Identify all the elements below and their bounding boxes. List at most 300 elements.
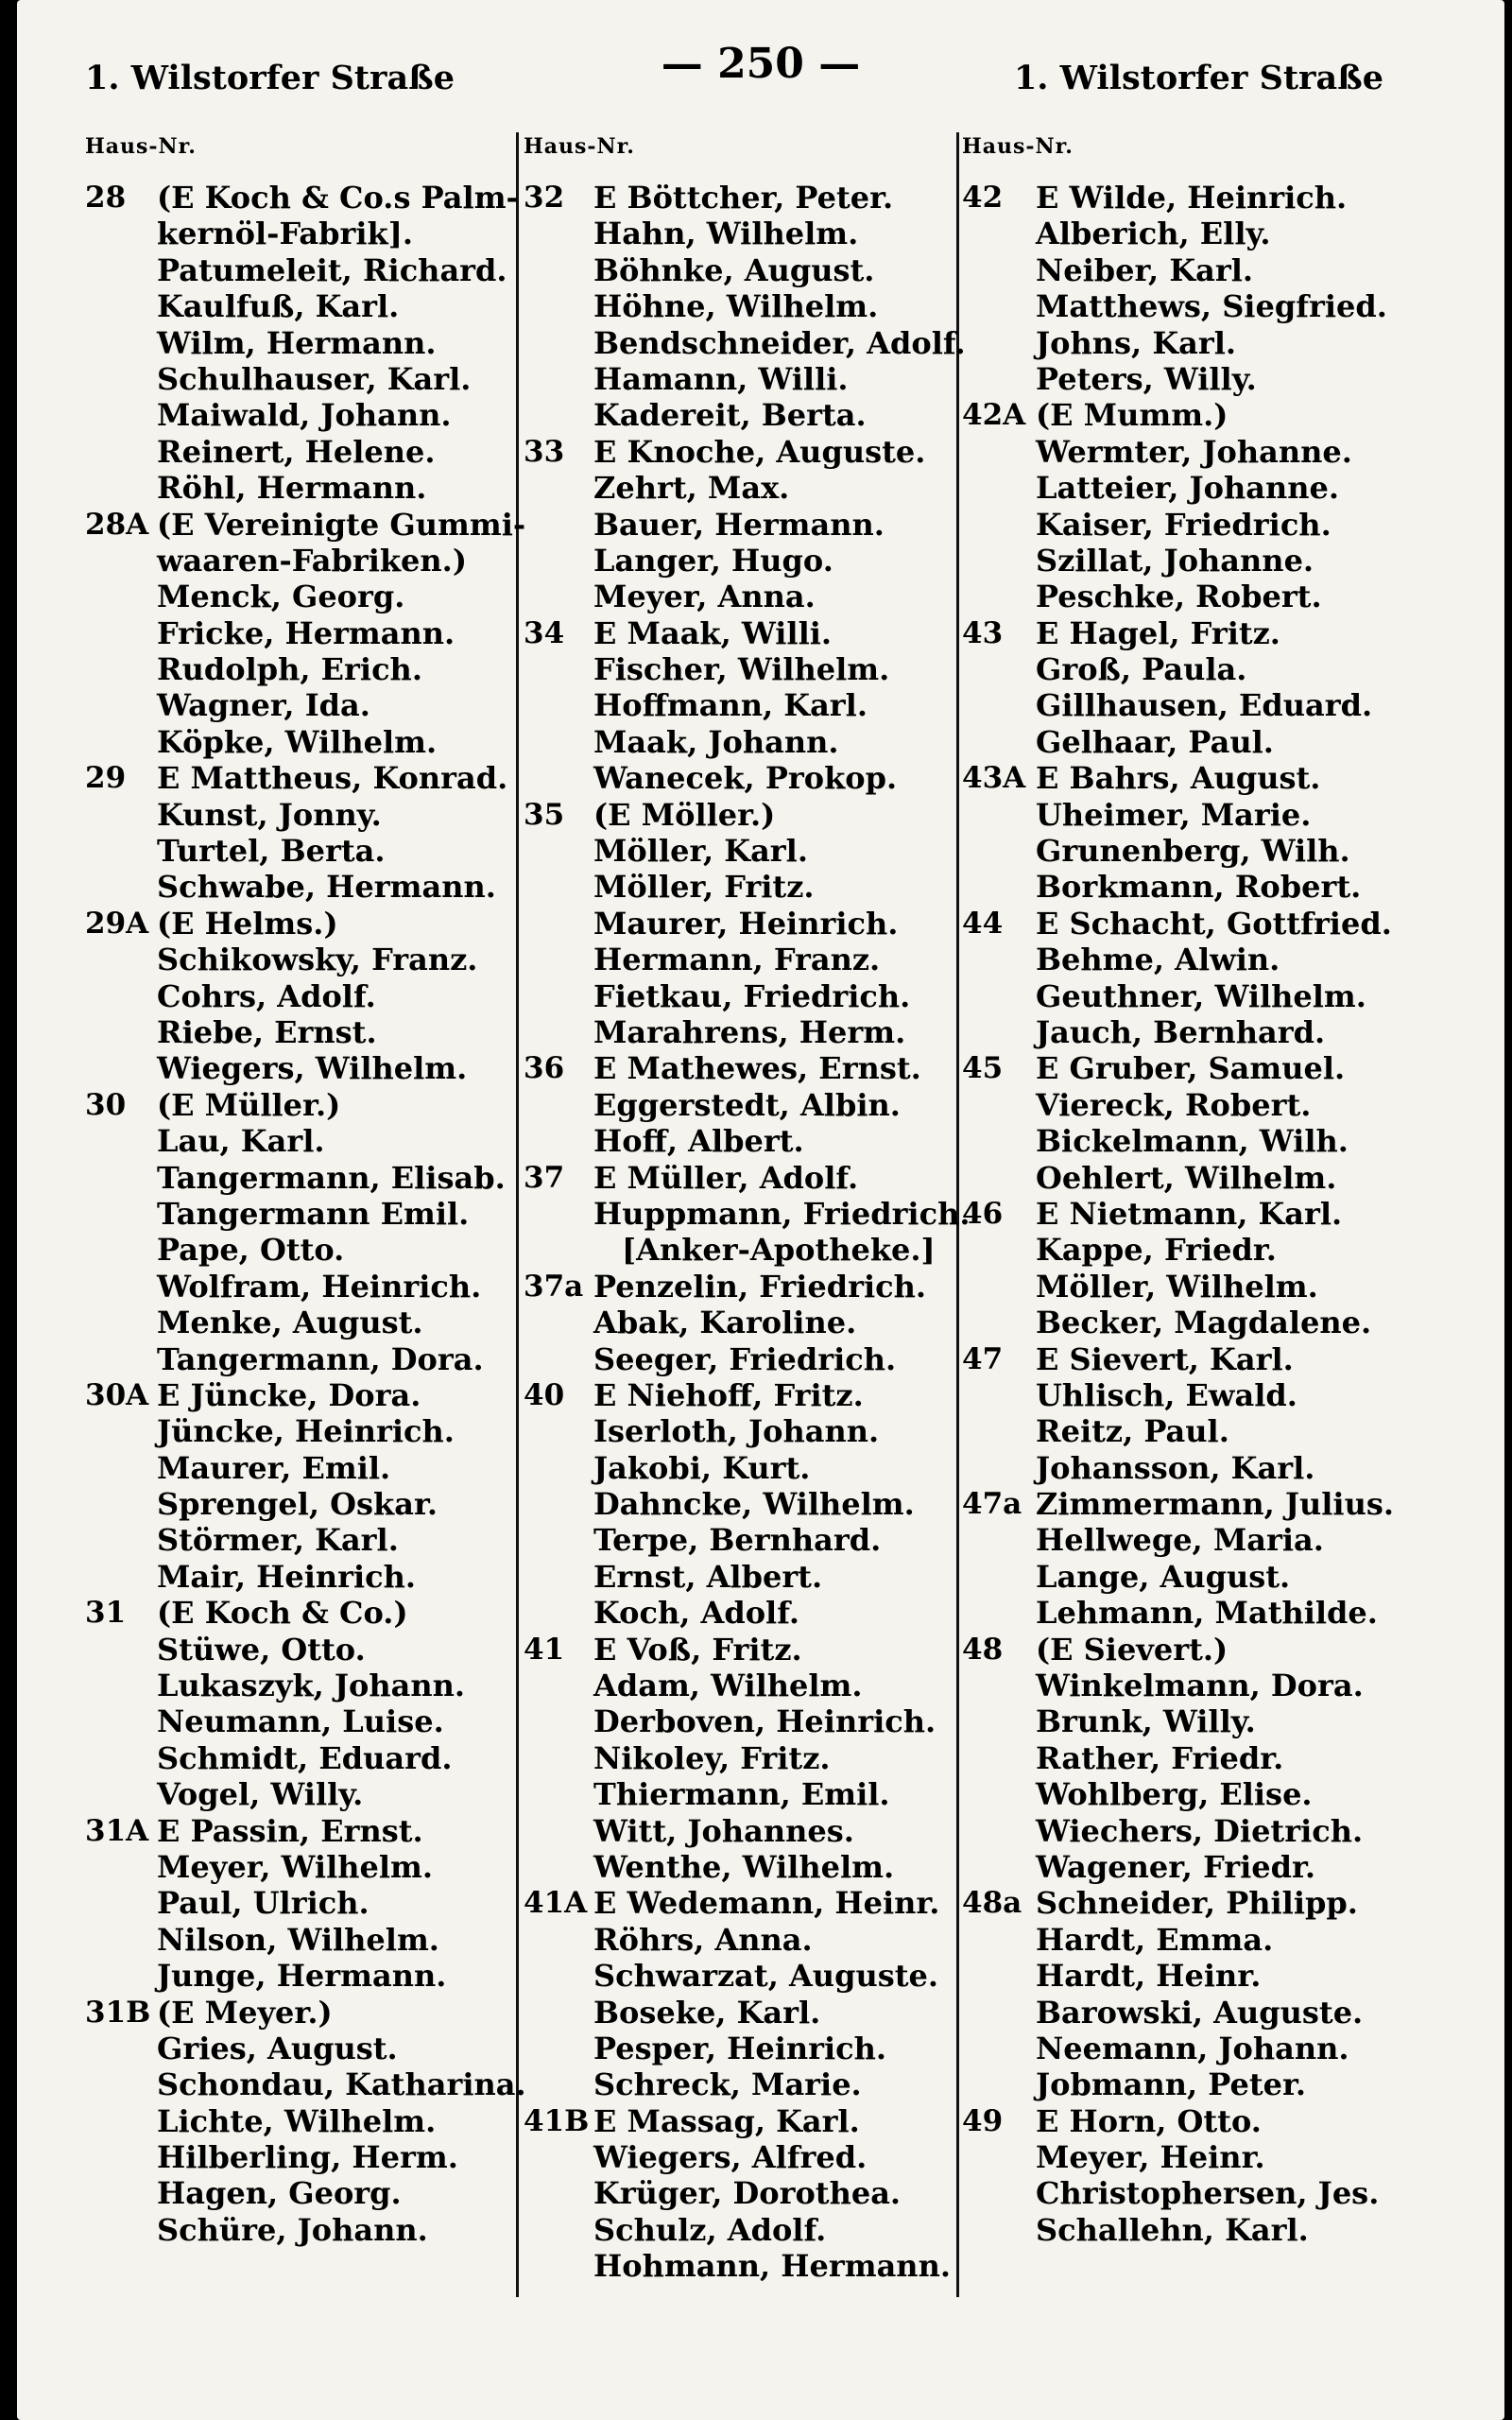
resident-name: (E Sievert.) [1036, 1631, 1228, 1668]
directory-entry [962, 1160, 1397, 1196]
directory-entry [85, 724, 510, 760]
directory-entry [85, 2031, 510, 2066]
directory-entry [85, 1922, 510, 1958]
directory-entry [524, 1450, 951, 1486]
resident-name: Wiegers, Alfred. [593, 2139, 868, 2176]
house-number: 30 [85, 1087, 127, 1122]
resident-name: Riebe, Ernst. [157, 1013, 377, 1050]
resident-name: Jakobi, Kurt. [593, 1449, 811, 1486]
resident-name: E Maak, Willi. [593, 614, 833, 651]
directory-entry [524, 651, 951, 687]
address-column-1 [85, 180, 526, 2248]
resident-name: Lau, Karl. [157, 1123, 325, 1160]
resident-name: Kaulfuß, Karl. [157, 288, 400, 325]
directory-entry [962, 687, 1397, 723]
directory-entry [524, 869, 951, 905]
column-heading-3: Haus-Nr. [962, 134, 1074, 159]
directory-entry [962, 1305, 1397, 1340]
resident-name: Peters, Willy. [1036, 360, 1257, 397]
resident-name: Fricke, Hermann. [157, 614, 455, 651]
resident-name: Thiermann, Emil. [593, 1776, 890, 1813]
resident-name: Pape, Otto. [157, 1232, 345, 1269]
directory-entry [962, 1522, 1397, 1558]
directory-entry [524, 470, 951, 506]
resident-name: E Jüncke, Dora. [157, 1376, 421, 1413]
directory-page [17, 0, 1504, 2420]
directory-entry [85, 1087, 510, 1123]
resident-name: E Nietmann, Karl. [1036, 1195, 1343, 1232]
resident-name: Schwarzat, Auguste. [593, 1958, 938, 1995]
resident-name: Schmidt, Eduard. [157, 1739, 453, 1776]
address-column-3 [962, 180, 1397, 2248]
directory-entry [524, 615, 951, 651]
resident-name: Johns, Karl. [1036, 324, 1237, 361]
house-number: 28 [85, 181, 127, 215]
resident-name: E Müller, Adolf. [593, 1159, 859, 1196]
resident-name: Kaiser, Friedrich. [1036, 506, 1332, 543]
resident-name: Lehmann, Mathilde. [1036, 1595, 1378, 1632]
resident-name: Christophersen, Jes. [1036, 2175, 1380, 2212]
resident-name: E Wedemann, Heinr. [593, 1885, 940, 1922]
resident-name: Cohrs, Adolf. [157, 977, 376, 1014]
directory-entry [85, 288, 510, 324]
directory-entry [962, 1232, 1397, 1268]
resident-name: Iserloth, Johann. [593, 1413, 880, 1450]
directory-entry [524, 216, 951, 251]
house-number: 44 [962, 906, 1004, 941]
resident-name: Maurer, Heinrich. [593, 905, 899, 942]
directory-entry [962, 1413, 1397, 1449]
directory-entry [962, 1050, 1397, 1086]
resident-name: Tangermann Emil. [157, 1195, 470, 1232]
resident-name: Maurer, Emil. [157, 1449, 391, 1486]
resident-name: Johansson, Karl. [1036, 1449, 1315, 1486]
resident-name: Schreck, Marie. [593, 2066, 862, 2103]
resident-name: Behme, Alwin. [1036, 942, 1280, 978]
directory-entry [524, 1559, 951, 1595]
resident-name: Röhrs, Anna. [593, 1921, 813, 1958]
directory-entry [524, 1813, 951, 1849]
resident-name: E Hagel, Fritz. [1036, 614, 1280, 651]
directory-entry [85, 2139, 510, 2175]
directory-entry [85, 942, 510, 977]
address-column-2 [524, 180, 971, 2285]
resident-name: Lichte, Wilhelm. [157, 2102, 437, 2139]
resident-name: Matthews, Siegfried. [1036, 288, 1387, 325]
directory-entry [962, 942, 1397, 977]
directory-entry [85, 2175, 510, 2211]
directory-entry [524, 1849, 951, 1885]
resident-name: Krüger, Dorothea. [593, 2175, 902, 2212]
resident-name: Dahncke, Wilhelm. [593, 1486, 915, 1523]
directory-entry [524, 1885, 951, 1921]
house-number: 32 [524, 181, 565, 215]
directory-entry [85, 869, 510, 905]
directory-entry [962, 252, 1397, 288]
directory-entry [962, 2139, 1397, 2175]
directory-entry [524, 288, 951, 324]
directory-entry [85, 651, 510, 687]
resident-name: E Niehoff, Fritz. [593, 1376, 864, 1413]
resident-name: Schulhauser, Karl. [157, 360, 472, 397]
house-number: 41A [524, 1886, 588, 1921]
resident-name: Pesper, Heinrich. [593, 2030, 887, 2066]
directory-entry [524, 1232, 951, 1268]
directory-entry [524, 833, 951, 869]
directory-entry [85, 2212, 510, 2248]
resident-name: Menck, Georg. [157, 579, 405, 615]
resident-name: Derboven, Heinrich. [593, 1703, 936, 1740]
directory-entry [85, 797, 510, 833]
directory-entry [962, 507, 1397, 543]
directory-entry [85, 906, 510, 942]
resident-name: Möller, Fritz. [593, 869, 815, 906]
house-number: 41B [524, 2103, 590, 2138]
resident-name: (E Vereinigte Gummi- [157, 506, 526, 543]
house-number: 48 [962, 1632, 1004, 1667]
directory-entry [85, 1377, 510, 1413]
resident-name: Hermann, Franz. [593, 942, 881, 978]
directory-entry [85, 252, 510, 288]
directory-entry [524, 1922, 951, 1958]
directory-entry [962, 2103, 1397, 2139]
directory-entry [962, 615, 1397, 651]
directory-entry [85, 1014, 510, 1050]
resident-name: Huppmann, Friedrich. [593, 1195, 971, 1232]
directory-entry [524, 2212, 951, 2248]
directory-entry [524, 2031, 951, 2066]
directory-entry [524, 1776, 951, 1812]
resident-name: Möller, Karl. [593, 833, 808, 870]
resident-name: Kunst, Jonny. [157, 796, 382, 833]
house-number: 35 [524, 797, 565, 832]
directory-entry [962, 1776, 1397, 1812]
page-header [17, 38, 1504, 113]
directory-entry [524, 361, 951, 397]
directory-entry [962, 1014, 1397, 1050]
resident-name: Hellwege, Maria. [1036, 1522, 1324, 1559]
resident-name: Maak, Johann. [593, 723, 839, 760]
directory-entry [85, 1703, 510, 1739]
directory-entry [524, 252, 951, 288]
directory-entry [524, 1050, 951, 1086]
directory-entry [85, 1123, 510, 1159]
resident-name: Menke, August. [157, 1305, 423, 1341]
directory-entry [962, 325, 1397, 361]
resident-name: (E Mumm.) [1036, 397, 1228, 434]
directory-entry [524, 1522, 951, 1558]
resident-name: Gries, August. [157, 2030, 398, 2066]
resident-name: Terpe, Bernhard. [593, 1522, 882, 1559]
resident-name: Adam, Wilhelm. [593, 1668, 863, 1704]
directory-entry [962, 1995, 1397, 2031]
resident-name: Groß, Paula. [1036, 651, 1247, 688]
resident-name: Szillat, Johanne. [1036, 542, 1314, 579]
directory-entry [524, 579, 951, 614]
house-number: 47a [962, 1487, 1022, 1522]
resident-name: Meyer, Anna. [593, 579, 816, 615]
resident-name: Boseke, Karl. [593, 1994, 821, 2031]
directory-entry [962, 180, 1397, 216]
directory-entry [962, 1486, 1397, 1522]
resident-name: Wenthe, Wilhelm. [593, 1848, 895, 1885]
house-number: 48a [962, 1886, 1022, 1921]
resident-name: Barowski, Auguste. [1036, 1994, 1364, 2031]
resident-name: Paul, Ulrich. [157, 1885, 369, 1922]
resident-name: Wermter, Johanne. [1036, 433, 1352, 470]
header-street-right: 1. Wilstorfer Straße [1013, 59, 1383, 97]
resident-name: Gelhaar, Paul. [1036, 723, 1274, 760]
directory-entry [962, 1196, 1397, 1232]
resident-name: Meyer, Wilhelm. [157, 1848, 434, 1885]
directory-entry [962, 651, 1397, 687]
resident-name: Patumeleit, Richard. [157, 251, 507, 288]
directory-entry [85, 1160, 510, 1196]
directory-entry [85, 687, 510, 723]
resident-name: Borkmann, Robert. [1036, 869, 1362, 906]
directory-entry [962, 1813, 1397, 1849]
resident-name: Becker, Magdalene. [1036, 1305, 1372, 1341]
directory-entry [524, 1486, 951, 1522]
directory-entry [85, 1632, 510, 1668]
resident-name: Latteier, Johanne. [1036, 470, 1339, 507]
directory-entry [85, 2066, 526, 2103]
resident-name: Nilson, Wilhelm. [157, 1921, 439, 1958]
resident-name: Grunenberg, Wilh. [1036, 833, 1350, 870]
directory-entry [85, 1958, 510, 1994]
resident-name: Tangermann, Dora. [157, 1340, 484, 1377]
directory-entry [962, 1269, 1397, 1305]
house-number: 29A [85, 906, 149, 941]
resident-name: Hoff, Albert. [593, 1123, 804, 1160]
directory-entry [524, 1595, 951, 1631]
column-heading-1: Haus-Nr. [85, 134, 197, 159]
directory-entry [85, 2103, 510, 2139]
house-number: 41 [524, 1632, 565, 1667]
directory-entry [85, 397, 510, 433]
directory-entry [524, 2248, 951, 2284]
directory-entry [962, 1123, 1397, 1159]
resident-name: Winkelmann, Dora. [1036, 1668, 1364, 1704]
resident-name: E Horn, Otto. [1036, 2102, 1262, 2139]
directory-entry [85, 1341, 510, 1377]
directory-entry [962, 724, 1397, 760]
directory-entry [524, 1087, 951, 1123]
directory-entry [962, 869, 1397, 905]
directory-entry [962, 906, 1397, 942]
resident-name: E Passin, Ernst. [157, 1812, 423, 1849]
resident-name: (E Koch & Co.s Palm- [157, 180, 519, 216]
resident-name: Zehrt, Max. [593, 470, 790, 507]
directory-entry [962, 397, 1397, 433]
resident-name: E Gruber, Samuel. [1036, 1050, 1346, 1087]
resident-name: Brunk, Willy. [1036, 1703, 1256, 1740]
directory-entry [962, 1087, 1397, 1123]
directory-entry [962, 2066, 1397, 2102]
directory-entry [524, 507, 951, 543]
directory-entry [524, 760, 951, 796]
resident-name: Hahn, Wilhelm. [593, 216, 859, 252]
directory-entry [85, 1269, 510, 1305]
directory-entry [85, 434, 510, 470]
directory-entry [85, 216, 510, 251]
directory-entry [85, 1559, 510, 1595]
resident-name: Wagener, Friedr. [1036, 1848, 1316, 1885]
directory-entry [524, 1668, 951, 1703]
directory-entry [85, 506, 526, 543]
resident-name: Hagen, Georg. [157, 2175, 402, 2212]
resident-name: Wiechers, Dietrich. [1036, 1812, 1364, 1849]
resident-name: Viereck, Robert. [1036, 1086, 1312, 1123]
resident-name: Neemann, Johann. [1036, 2030, 1349, 2066]
resident-name: Möller, Wilhelm. [1036, 1268, 1318, 1305]
resident-name: Penzelin, Friedrich. [593, 1268, 927, 1305]
directory-entry [524, 434, 951, 470]
resident-name: Neiber, Karl. [1036, 251, 1254, 288]
resident-name: (E Möller.) [593, 796, 776, 833]
resident-name: Lange, August. [1036, 1558, 1291, 1595]
directory-entry [962, 579, 1397, 614]
resident-name: Koch, Adolf. [593, 1595, 799, 1632]
directory-entry [85, 579, 510, 614]
directory-entry [85, 1196, 510, 1232]
directory-entry [524, 1377, 951, 1413]
directory-entry [962, 1595, 1397, 1631]
directory-entry [85, 1776, 510, 1812]
resident-name: Jauch, Bernhard. [1036, 1013, 1326, 1050]
resident-name: Stüwe, Otto. [157, 1631, 366, 1668]
directory-entry [85, 833, 510, 869]
resident-name: kernöl-Fabrik]. [157, 216, 413, 252]
directory-entry [85, 1595, 510, 1631]
house-number: 46 [962, 1196, 1004, 1231]
house-number: 43 [962, 615, 1004, 650]
directory-entry [962, 1740, 1397, 1776]
resident-name: E Böttcher, Peter. [593, 180, 894, 216]
directory-entry [962, 1703, 1397, 1739]
directory-entry [85, 760, 510, 796]
house-number: 37a [524, 1269, 584, 1304]
directory-entry [85, 543, 510, 579]
resident-name: Jüncke, Heinrich. [157, 1413, 455, 1450]
resident-name: Hamann, Willi. [593, 360, 849, 397]
resident-name: Schikowsky, Franz. [157, 942, 478, 978]
directory-entry [524, 1958, 951, 1994]
directory-entry [962, 543, 1397, 579]
resident-name: Röhl, Hermann. [157, 470, 427, 507]
resident-name: E Knoche, Auguste. [593, 433, 926, 470]
resident-name: Reitz, Paul. [1036, 1413, 1229, 1450]
resident-name: Reinert, Helene. [157, 433, 436, 470]
resident-name: Kadereit, Berta. [593, 397, 867, 434]
house-number: 29 [85, 761, 127, 796]
directory-entry [85, 1885, 510, 1921]
directory-entry [962, 1849, 1397, 1885]
house-number: 34 [524, 615, 565, 650]
resident-name: Junge, Hermann. [157, 1958, 447, 1995]
directory-entry [524, 324, 966, 361]
directory-entry [962, 760, 1397, 796]
resident-name: Witt, Johannes. [593, 1812, 854, 1849]
resident-name: (E Koch & Co.) [157, 1595, 408, 1632]
resident-name: Kappe, Friedr. [1036, 1232, 1277, 1269]
directory-entry [962, 2212, 1397, 2248]
resident-name: Schulz, Adolf. [593, 2211, 827, 2248]
resident-name: Gillhausen, Eduard. [1036, 687, 1373, 724]
directory-entry [962, 434, 1397, 470]
resident-name: E Mattheus, Konrad. [157, 760, 508, 797]
directory-entry [85, 978, 510, 1014]
house-number: 37 [524, 1160, 565, 1195]
resident-name: Hardt, Emma. [1036, 1921, 1274, 1958]
resident-name: Vogel, Willy. [157, 1776, 364, 1813]
resident-name: waaren-Fabriken.) [157, 542, 467, 579]
house-number: 43A [962, 761, 1026, 796]
resident-name: Alberich, Elly. [1036, 216, 1271, 252]
resident-name: (E Müller.) [157, 1086, 341, 1123]
directory-entry [524, 2103, 951, 2139]
column-heading-2: Haus-Nr. [524, 134, 635, 159]
directory-entry [962, 361, 1397, 397]
directory-entry [524, 1703, 951, 1739]
directory-entry [85, 1813, 510, 1849]
column-divider [516, 132, 519, 2297]
directory-entry [962, 1922, 1397, 1958]
resident-name: Maiwald, Johann. [157, 397, 452, 434]
directory-entry [962, 216, 1397, 251]
house-number: 31A [85, 1813, 149, 1848]
directory-entry [85, 1740, 510, 1776]
resident-name: Köpke, Wilhelm. [157, 723, 438, 760]
resident-name: Wagner, Ida. [157, 687, 370, 724]
directory-entry [524, 1632, 951, 1668]
directory-entry [524, 724, 951, 760]
house-number: 33 [524, 434, 565, 469]
directory-entry [524, 1995, 951, 2031]
resident-name: Hohmann, Hermann. [593, 2248, 951, 2285]
resident-name: Langer, Hugo. [593, 542, 833, 579]
resident-name: Lukaszyk, Johann. [157, 1668, 466, 1704]
directory-entry [85, 361, 510, 397]
resident-name: Neumann, Luise. [157, 1703, 444, 1740]
directory-entry [85, 1232, 510, 1268]
directory-entry [962, 2175, 1397, 2211]
directory-entry [85, 1668, 510, 1703]
resident-name: Wohlberg, Elise. [1036, 1776, 1313, 1813]
resident-name: E Bahrs, August. [1036, 760, 1321, 797]
house-number: 42 [962, 181, 1004, 215]
directory-entry [524, 1123, 951, 1159]
resident-name: Höhne, Wilhelm. [593, 288, 879, 325]
house-number: 49 [962, 2103, 1004, 2138]
resident-name: E Massag, Karl. [593, 2102, 860, 2139]
directory-entry [524, 687, 951, 723]
resident-name: Wolfram, Heinrich. [157, 1268, 482, 1305]
house-number: 28A [85, 507, 149, 542]
directory-entry [524, 1160, 951, 1196]
resident-name: Eggerstedt, Albin. [593, 1086, 901, 1123]
house-number: 42A [962, 398, 1026, 433]
resident-name: Ernst, Albert. [593, 1558, 823, 1595]
house-number: 40 [524, 1377, 565, 1412]
resident-name: Bendschneider, Adolf. [593, 324, 966, 361]
directory-entry [85, 1522, 510, 1558]
resident-name: Hardt, Heinr. [1036, 1958, 1262, 1995]
resident-name: Turtel, Berta. [157, 833, 386, 870]
resident-name: Uheimer, Marie. [1036, 796, 1312, 833]
resident-name: E Sievert, Karl. [1036, 1340, 1294, 1377]
directory-entry [962, 978, 1397, 1014]
